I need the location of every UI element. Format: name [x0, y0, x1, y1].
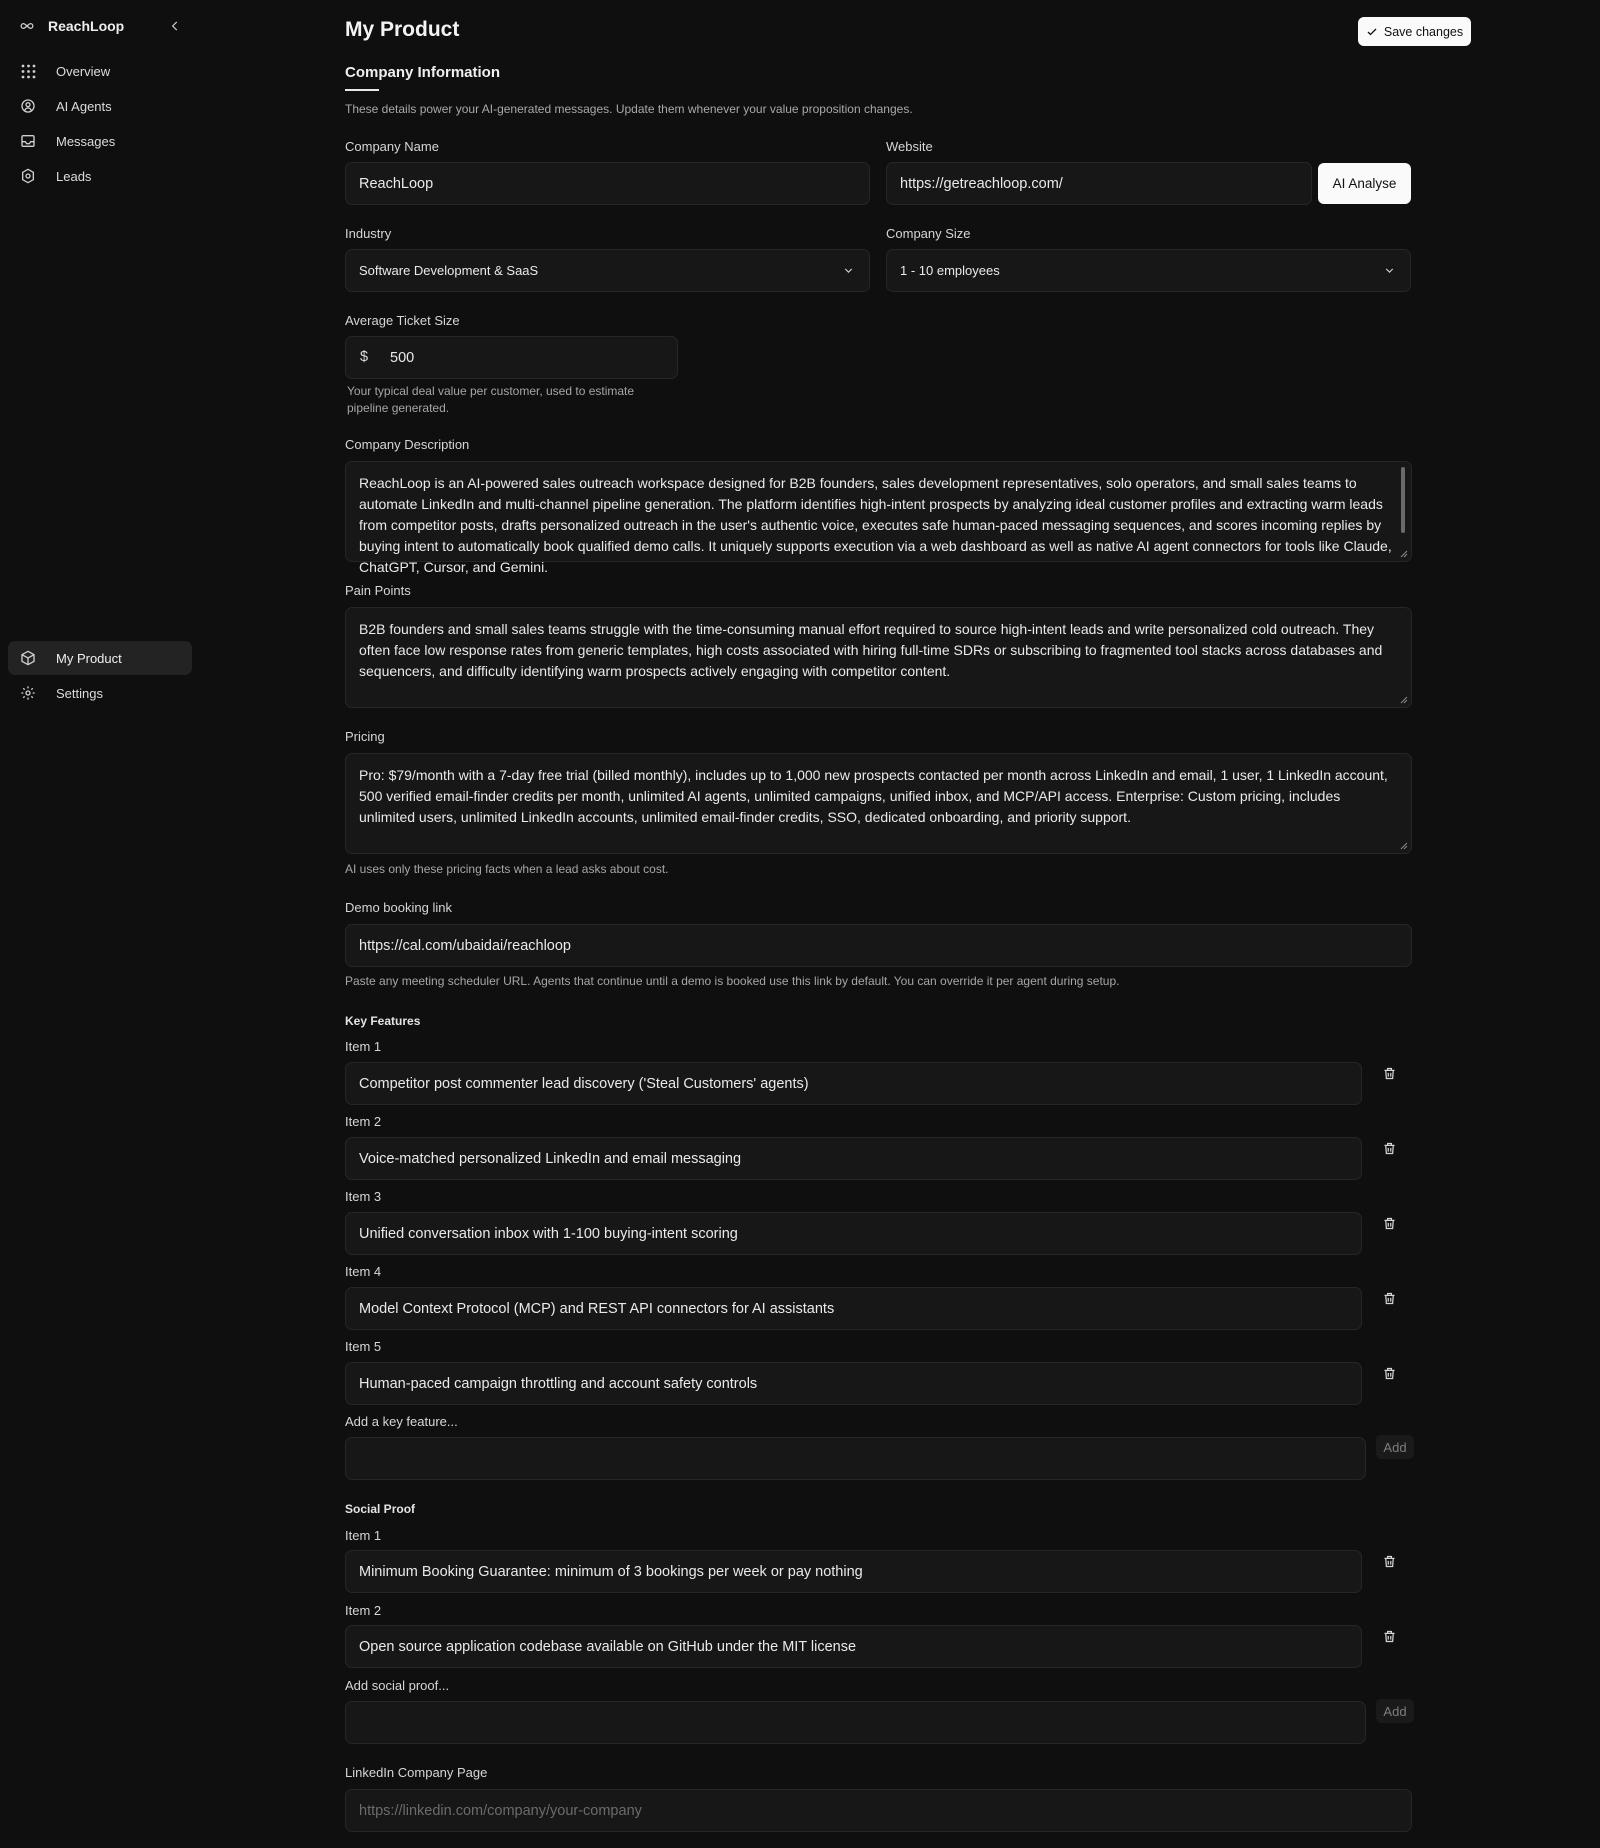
brand	[20, 14, 190, 38]
company-name-input[interactable]: ReachLoop	[345, 162, 870, 205]
add-feature-button[interactable]: Add	[1376, 1435, 1414, 1459]
save-changes-label: Save changes	[1383, 24, 1464, 39]
grid-icon	[20, 63, 36, 79]
sidebar-item-leads[interactable]	[8, 159, 192, 193]
sidebar-item-label: My Product	[56, 650, 122, 666]
chevron-left-icon[interactable]	[168, 19, 182, 33]
company-size-label: Company Size	[886, 226, 971, 241]
industry-value: Software Development & SaaS	[359, 263, 539, 278]
feature-item-label: Item 3	[345, 1189, 382, 1204]
trash-icon[interactable]	[1381, 1628, 1397, 1644]
currency-symbol: $	[360, 349, 369, 365]
linkedin-page-input[interactable]: https://linkedin.com/company/your-company	[345, 1789, 1412, 1832]
feature-item-input[interactable]: Model Context Protocol (MCP) and REST API connectors for AI assistants	[345, 1287, 1362, 1330]
sidebar-item-label: Leads	[56, 168, 92, 184]
trash-icon[interactable]	[1381, 1215, 1397, 1231]
chevron-down-icon	[1383, 264, 1397, 278]
trash-icon[interactable]	[1381, 1365, 1397, 1381]
sidebar-item-ai-agents[interactable]	[8, 89, 192, 123]
industry-select[interactable]	[345, 249, 870, 292]
sidebar-item-my-product[interactable]	[8, 641, 192, 675]
company-description-textarea[interactable]	[345, 461, 1412, 575]
feature-item-label: Item 2	[345, 1114, 382, 1129]
sidebar-item-label: Settings	[56, 685, 103, 701]
pain-points-text: B2B founders and small sales teams struggle with the time-consuming manual effort required to source high-intent leads and write personalized cold outreach. They often face low response rates from generic templates, high costs associated with hiring full-time SDRs or subscribing to fragmented tool stacks across databases and sequencers, and difficulty identifying warm prospects actively engaging with competitor content.	[359, 621, 1383, 679]
sidebar-item-label: Messages	[56, 133, 116, 149]
app-name: ReachLoop	[48, 18, 125, 34]
industry-label: Industry	[345, 226, 392, 241]
website-input[interactable]: https://getreachloop.com/	[886, 162, 1312, 205]
sidebar-item-label: AI Agents	[56, 98, 112, 114]
tab-underline	[345, 89, 379, 91]
company-description-text: ReachLoop is an AI-powered sales outreach workspace designed for B2B founders, sales development representatives, solo operators, and small sales teams to automate LinkedIn and multi-channel pipeline generation. The platform identifies high-intent prospects by analyzing ideal customer profiles and extracting warm leads from competitor posts, drafts personalized outreach in the user's authentic voice, executes safe human-paced messaging sequences, and scores incoming replies by buying intent to automatically book qualified demo calls. It uniquely supports execution via a web dashboard as well as native AI agent connectors for tools like Claude, ChatGPT, Cursor, and Gemini.	[359, 475, 1392, 575]
gear-icon	[20, 685, 36, 701]
feature-item-label: Item 5	[345, 1339, 382, 1354]
key-features-label: Key Features	[345, 1014, 421, 1028]
linkedin-page-label: LinkedIn Company Page	[345, 1765, 488, 1780]
company-description-label: Company Description	[345, 437, 470, 452]
resize-grip-icon[interactable]	[1400, 550, 1408, 558]
feature-item-input[interactable]: Competitor post commenter lead discovery ('Steal Customers' agents)	[345, 1062, 1362, 1105]
target-icon	[20, 168, 36, 184]
sidebar-item-settings[interactable]	[8, 676, 192, 710]
feature-item-label: Item 1	[345, 1039, 382, 1054]
sidebar	[0, 0, 200, 1848]
website-label: Website	[886, 139, 933, 154]
feature-item-input[interactable]: Unified conversation inbox with 1-100 buying-intent scoring	[345, 1212, 1362, 1255]
add-social-proof-button[interactable]: Add	[1376, 1699, 1414, 1723]
demo-link-help: Paste any meeting scheduler URL. Agents that continue until a demo is booked use this link by default. You can override it per agent during setup.	[345, 974, 1120, 988]
sidebar-item-label: Overview	[56, 63, 111, 79]
sidebar-item-messages[interactable]	[8, 124, 192, 158]
pain-points-label: Pain Points	[345, 583, 411, 598]
social-proof-label: Social Proof	[345, 1502, 416, 1516]
add-feature-input[interactable]	[345, 1437, 1366, 1480]
social-proof-item-label: Item 1	[345, 1528, 382, 1543]
feature-item-label: Item 4	[345, 1264, 382, 1279]
ai-analyse-button[interactable]: AI Analyse	[1318, 163, 1411, 204]
social-proof-item-label: Item 2	[345, 1603, 382, 1618]
social-proof-item-input[interactable]: Minimum Booking Guarantee: minimum of 3 bookings per week or pay nothing	[345, 1550, 1362, 1593]
agents-icon	[20, 98, 36, 114]
ticket-size-input[interactable]: 500	[345, 336, 678, 379]
pricing-text: Pro: $79/month with a 7-day free trial (billed monthly), includes up to 1,000 new prospects contacted per month across LinkedIn and email, 1 user, 1 LinkedIn account, 500 verified email-finder credits per month, unlimited AI agents, unlimited campaigns, unified inbox, and MCP/API access. Enterprise: Custom pricing, includes unlimited users, unlimited LinkedIn accounts, unlimited email-finder credits, SSO, dedicated onboarding, and priority support.	[359, 767, 1388, 825]
add-feature-label: Add a key feature...	[345, 1414, 458, 1429]
scrollbar[interactable]	[1401, 467, 1405, 533]
company-size-select[interactable]	[886, 249, 1411, 292]
save-changes-button[interactable]	[1358, 17, 1471, 46]
check-icon	[1366, 26, 1378, 38]
pain-points-textarea[interactable]	[345, 607, 1412, 708]
sidebar-item-overview[interactable]	[8, 54, 192, 88]
pricing-label: Pricing	[345, 729, 385, 744]
trash-icon[interactable]	[1381, 1553, 1397, 1569]
feature-item-input[interactable]: Voice-matched personalized LinkedIn and email messaging	[345, 1137, 1362, 1180]
demo-link-input[interactable]: https://cal.com/ubaidai/reachloop	[345, 924, 1412, 967]
company-name-label: Company Name	[345, 139, 439, 154]
resize-grip-icon[interactable]	[1400, 842, 1408, 850]
inbox-icon	[20, 133, 36, 149]
add-social-proof-label: Add social proof...	[345, 1678, 450, 1693]
add-social-proof-input[interactable]	[345, 1701, 1366, 1744]
box-icon	[20, 650, 36, 666]
ticket-size-help: Your typical deal value per customer, used to estimate pipeline generated.	[347, 384, 635, 415]
tab-company-information[interactable]: Company Information	[345, 64, 501, 81]
trash-icon[interactable]	[1381, 1290, 1397, 1306]
social-proof-item-input[interactable]: Open source application codebase available on GitHub under the MIT license	[345, 1625, 1362, 1668]
section-intro: These details power your AI-generated messages. Update them whenever your value proposition changes.	[345, 102, 913, 116]
chevron-down-icon	[842, 264, 856, 278]
demo-link-label: Demo booking link	[345, 900, 452, 915]
feature-item-input[interactable]: Human-paced campaign throttling and account safety controls	[345, 1362, 1362, 1405]
pricing-textarea[interactable]	[345, 753, 1412, 854]
trash-icon[interactable]	[1381, 1065, 1397, 1081]
pricing-help: AI uses only these pricing facts when a lead asks about cost.	[345, 862, 669, 876]
resize-grip-icon[interactable]	[1400, 696, 1408, 704]
page-title: My Product	[345, 18, 460, 41]
company-size-value: 1 - 10 employees	[900, 263, 1000, 278]
ticket-size-label: Average Ticket Size	[345, 313, 460, 328]
infinity-logo-icon	[20, 19, 34, 33]
trash-icon[interactable]	[1381, 1140, 1397, 1156]
